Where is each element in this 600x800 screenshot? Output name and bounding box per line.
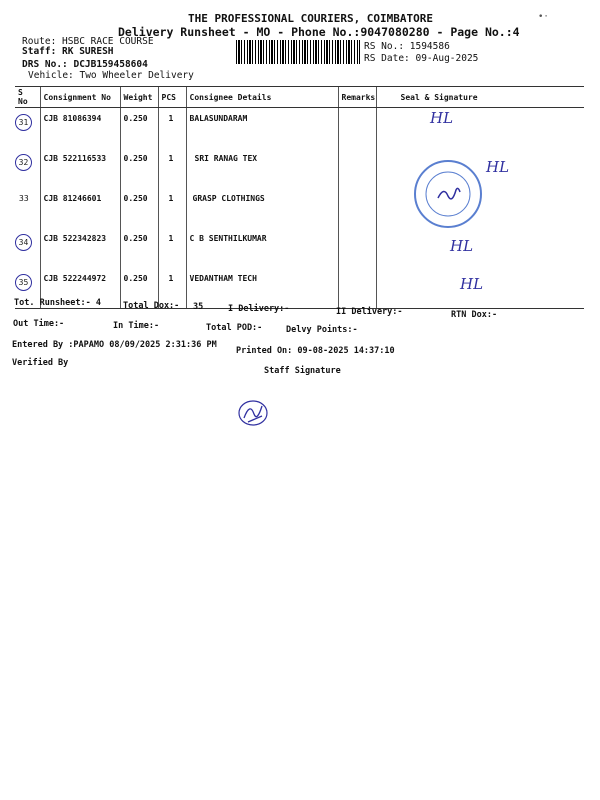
row-weight: 0.250 <box>120 108 158 149</box>
total-dox-label: Total Dox:- <box>123 301 180 311</box>
staff-signature-mark <box>234 396 272 430</box>
barcode <box>236 40 360 64</box>
printed-on: Printed On: 09-08-2025 14:37:10 <box>236 346 395 356</box>
total-dox-value: 35 <box>193 302 204 312</box>
table-header-row <box>15 87 584 108</box>
col-seal-signature: Seal & Signature <box>376 87 584 108</box>
in-time: In Time:- <box>113 321 160 331</box>
row-weight: 0.250 <box>120 268 158 309</box>
row-consignee: VEDANTHAM TECH <box>186 268 338 309</box>
runsheet-table <box>15 86 584 309</box>
row-pcs: 1 <box>158 188 186 228</box>
row-weight: 0.250 <box>120 148 158 188</box>
row-remarks <box>338 268 376 309</box>
tot-runsheet: Tot. Runsheet:- 4 <box>14 298 101 308</box>
row-consignee: BALASUNDARAM <box>186 108 338 149</box>
col-sno: S No <box>15 87 40 108</box>
row-pcs: 1 <box>158 108 186 149</box>
row-remarks <box>338 108 376 149</box>
row-consignee: C B SENTHILKUMAR <box>186 228 338 268</box>
vehicle-label: Vehicle: Two Wheeler Delivery <box>28 70 194 81</box>
ii-delivery: II Delivery:- <box>336 307 403 317</box>
route-label: Route: HSBC RACE COURSE <box>22 36 154 47</box>
total-pod: Total POD:- <box>206 323 263 333</box>
row-weight: 0.250 <box>120 228 158 268</box>
row-pcs: 1 <box>158 228 186 268</box>
table-row <box>15 228 584 268</box>
rtn-dox: RTN Dox:- <box>451 310 498 320</box>
handwritten-signature: HL <box>430 109 454 127</box>
row-consignment: CJB 522342823 <box>40 228 120 268</box>
row-pcs: 1 <box>158 148 186 188</box>
stamp-graphic <box>416 162 480 226</box>
row-consignee: SRI RANAG TEX <box>186 148 338 188</box>
row-pcs: 1 <box>158 268 186 309</box>
row-consignment: CJB 522116533 <box>40 148 120 188</box>
corner-mark: •· <box>538 12 549 22</box>
row-remarks <box>338 228 376 268</box>
col-pcs: PCS <box>158 87 186 108</box>
row-sno: 33 <box>19 194 29 203</box>
table-row <box>15 108 584 149</box>
row-remarks <box>338 188 376 228</box>
row-sno: 35 <box>15 268 40 309</box>
row-weight: 0.250 <box>120 188 158 228</box>
staff-signature-label: Staff Signature <box>264 366 341 376</box>
col-consignment: Consignment No <box>40 87 120 108</box>
handwritten-signature: HL <box>450 237 474 255</box>
verified-by: Verified By <box>12 358 69 368</box>
handwritten-signature: HL <box>460 275 484 293</box>
runsheet-subtitle: Delivery Runsheet - MO - Phone No.:9047080280 - Page No.:4 <box>118 25 520 39</box>
row-remarks <box>338 148 376 188</box>
table-row <box>15 188 584 228</box>
staff-label: Staff: RK SURESH <box>22 46 114 57</box>
i-delivery: I Delivery:- <box>228 304 290 314</box>
rs-date: RS Date: 09-Aug-2025 <box>364 53 479 64</box>
col-weight: Weight <box>120 87 158 108</box>
col-consignee: Consignee Details <box>186 87 338 108</box>
row-sno: 31 <box>15 108 40 149</box>
row-sno: 34 <box>15 228 40 268</box>
handwritten-signature: HL <box>486 158 510 176</box>
row-consignment: CJB 81246601 <box>40 188 120 228</box>
row-consignee: GRASP CLOTHINGS <box>186 188 338 228</box>
entered-by: Entered By :PAPAMO 08/09/2025 2:31:36 PM <box>12 340 217 350</box>
row-consignment: CJB 522244972 <box>40 268 120 309</box>
company-stamp <box>414 160 482 228</box>
row-sno: 32 <box>15 148 40 188</box>
row-consignment: CJB 81086394 <box>40 108 120 149</box>
delvy-points: Delvy Points:- <box>286 325 358 335</box>
drs-number: DRS No.: DCJB159458604 <box>22 59 148 70</box>
rs-number: RS No.: 1594586 <box>364 41 450 52</box>
out-time: Out Time:- <box>13 319 65 329</box>
row-signature-cell <box>376 228 584 268</box>
row-signature-cell <box>376 108 584 149</box>
company-title: THE PROFESSIONAL COURIERS, COIMBATORE <box>188 12 434 25</box>
col-remarks: Remarks <box>338 87 376 108</box>
